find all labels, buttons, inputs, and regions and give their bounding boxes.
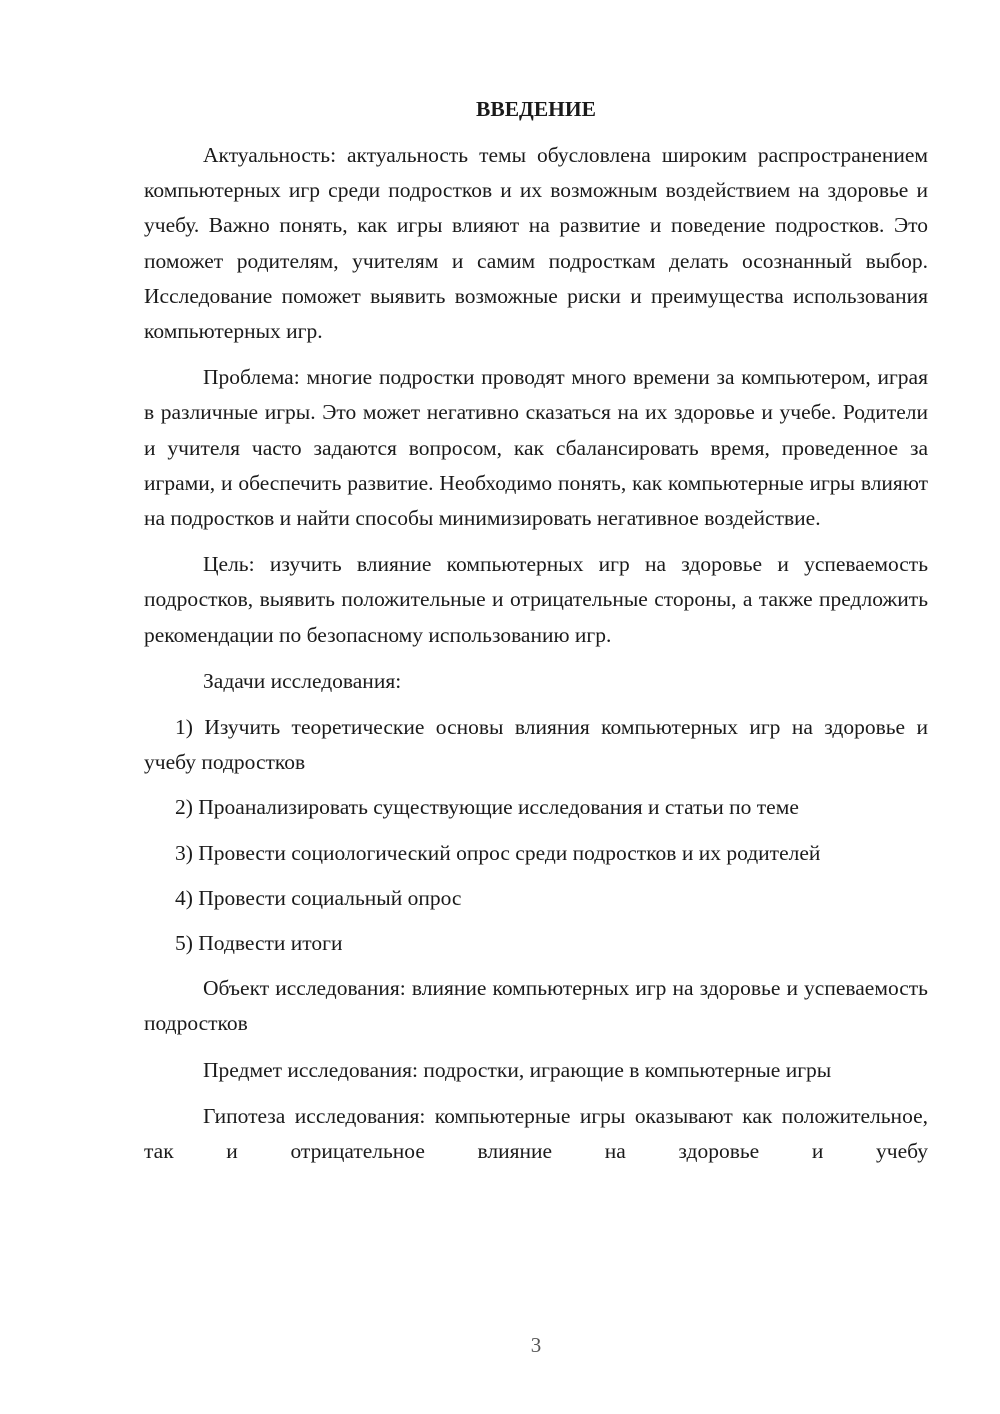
document-page [144,92,928,1180]
page-number: 3 [530,1333,542,1357]
paragraph-subject: Предмет исследования: подростки, играющие в компьютерные игры [203,1057,832,1082]
paragraph-relevance: Актуальность: актуальность темы обусловлена широким распространением компьютерных игр среди подростков и их возможным воздействием на здоровье и учебу. Важно понять, как игры влияют на развитие и поведение подростков. Это поможет родителям, учителям и самим подросткам делать осознанный выбор. Исследование поможет выявить возможные риски и преимущества использования компьютерных игр. [144,143,928,344]
section-heading: ВВЕДЕНИЕ [476,97,596,121]
list-item: 2) Проанализировать существующие исследования и статьи по теме [175,795,799,820]
list-item: 3) Провести социологический опрос среди подростков и их родителей [175,840,821,865]
list-item: 4) Провести социальный опрос [175,885,462,910]
paragraph-problem: Проблема: многие подростки проводят много времени за компьютером, играя в различные игры. Это может негативно сказаться на их здоровье и учебе. Родители и учителя часто задаются вопросом, как сбалансировать время, проведенное за играми, и обеспечить развитие. Необходимо понять, как компьютерные игры влияют на подростков и найти способы минимизировать негативное воздействие. [144,365,928,531]
paragraph-hypothesis: Гипотеза исследования: компьютерные игры оказывают как положительное, так и отрицательное влияние на здоровье и учебу [144,1103,928,1164]
paragraph-object: Объект исследования: влияние компьютерных игр на здоровье и успеваемость подростков [144,976,928,1036]
paragraph-goal: Цель: изучить влияние компьютерных игр на здоровье и успеваемость подростков, выявить положительные и отрицательные стороны, а также предложить рекомендации по безопасному использованию игр. [144,552,928,647]
tasks-title: Задачи исследования: [203,668,402,693]
list-item: 1) Изучить теоретические основы влияния компьютерных игр на здоровье и учебу подростков [144,715,928,775]
list-item: 5) Подвести итоги [175,931,343,956]
tasks-list [144,710,928,961]
